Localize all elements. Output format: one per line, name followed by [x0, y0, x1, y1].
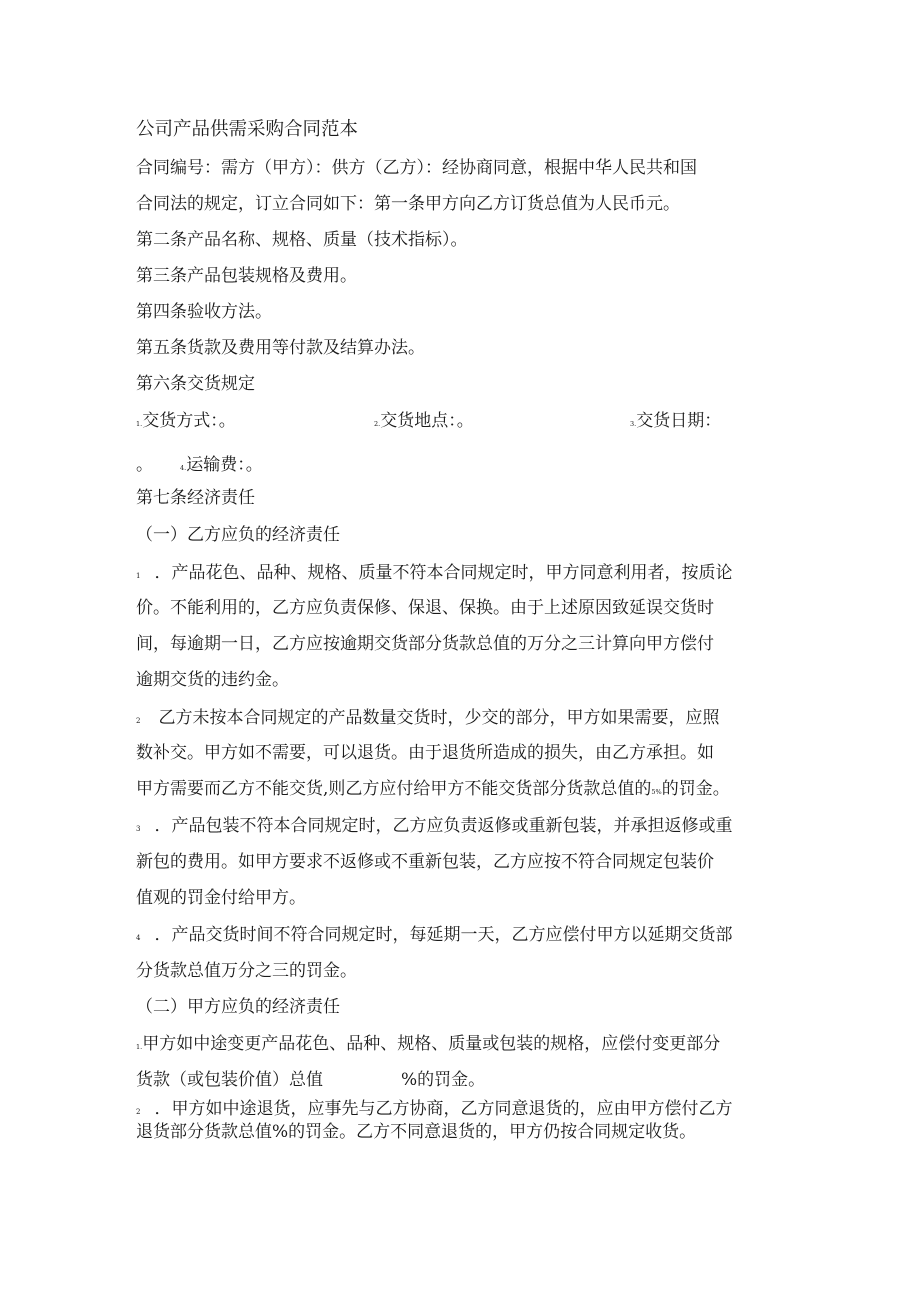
- clause-b1-line1: [136, 563, 732, 586]
- delivery-num-1: 1.: [136, 420, 143, 428]
- clause-b3-line3: 值观的罚金付给甲方。: [136, 888, 306, 908]
- clause-c2-number: 2: [136, 1108, 141, 1116]
- clause-c1-number: 1.: [136, 1043, 143, 1051]
- clause-b3-line2: 新包的费用。如甲方要求不返修或不重新包装，乙方应按不符合同规定包装价: [136, 852, 714, 872]
- clause-b2-line3-text: 甲方需要而乙方不能交货,则乙方应付给甲方不能交货部分货款总值的: [136, 779, 652, 799]
- article-4: 第四条验收方法。: [136, 302, 272, 322]
- section-seller-heading: （一）乙方应负的经济责任: [136, 525, 340, 545]
- clause-b3-line1: [136, 816, 732, 839]
- article-6: 第六条交货规定: [136, 374, 255, 394]
- clause-c2-line2: 退货部分货款总值%的罚金。乙方不同意退货的，甲方仍按合同规定收货。: [136, 1122, 697, 1142]
- clause-b4-text: ．产品交货时间不符合同规定时，每延期一天，乙方应偿付甲方以延期交货部: [154, 925, 733, 945]
- clause-c1-text: 甲方如中途变更产品花色、品种、规格、质量或包装的规格，应偿付变更部分: [142, 1034, 721, 1054]
- article-7: 第七条经济责任: [136, 488, 255, 508]
- clause-b2-line1: [136, 708, 719, 731]
- delivery-item-2: [374, 411, 474, 434]
- clause-b3-text: ．产品包装不符本合同规定时，乙方应负责返修或重新包装，并承担返修或重: [154, 816, 733, 836]
- delivery-item-3: [630, 411, 721, 434]
- clause-c2-line1: [136, 1099, 732, 1122]
- clause-c1-line1: [136, 1034, 720, 1057]
- document-title: 公司产品供需采购合同范本: [136, 119, 359, 140]
- delivery-label-3: 交货日期：: [636, 411, 722, 431]
- section-buyer-heading: （二）甲方应负的经济责任: [136, 997, 340, 1017]
- clause-b2-percent: 5%: [651, 788, 662, 796]
- clause-c1-line2-text: 货款（或包装价值）总值: [136, 1070, 323, 1090]
- clause-b2-text: 乙方未按本合同规定的产品数量交货时，少交的部分，甲方如果需要，应照: [158, 708, 720, 728]
- clause-b4-number: 4: [136, 934, 141, 942]
- delivery-item-1: [136, 411, 236, 434]
- clause-b2-number: 2: [136, 717, 141, 725]
- delivery-label-2: 交货地点：。: [380, 411, 474, 431]
- article-5: 第五条货款及费用等付款及结算办法。: [136, 338, 425, 358]
- clause-b1-text: ．产品花色、品种、规格、质量不符本合同规定时，甲方同意利用者，按质论: [154, 563, 733, 583]
- clause-b3-number: 3: [136, 825, 141, 833]
- delivery-num-3: 3.: [630, 420, 637, 428]
- clause-b4-line1: [136, 925, 732, 948]
- clause-b1-number: 1: [136, 572, 141, 580]
- clause-b1-line4: 逾期交货的违约金。: [136, 670, 289, 690]
- article-2: 第二条产品名称、规格、质量（技术指标）。: [136, 230, 468, 250]
- clause-c2-text: ．甲方如中途退货，应事先与乙方协商，乙方同意退货的，应由甲方偿付乙方: [154, 1099, 733, 1119]
- clause-b1-line2: 价。不能利用的，乙方应负责保修、保退、保换。由于上述原因致延误交货时: [136, 598, 714, 618]
- clause-c1-line2: [136, 1070, 485, 1090]
- clause-b2-line3: [136, 779, 730, 802]
- para1-line2: 合同法的规定，订立合同如下：第一条甲方向乙方订货总值为人民币元。: [136, 194, 680, 214]
- delivery-item-4: [180, 455, 263, 478]
- delivery-num-4: 4.: [180, 464, 187, 472]
- delivery-label-4: 运输费：。: [186, 455, 263, 475]
- delivery-continuation: 。: [136, 455, 153, 475]
- delivery-label-1: 交货方式：。: [142, 411, 236, 431]
- clause-c1-line2-end: %的罚金。: [401, 1070, 486, 1090]
- article-3: 第三条产品包装规格及费用。: [136, 266, 357, 286]
- delivery-num-2: 2.: [374, 420, 381, 428]
- clause-b1-line3: 间，每逾期一日，乙方应按逾期交货部分货款总值的万分之三计算向甲方偿付: [136, 634, 714, 654]
- para1-line1: 合同编号：需方（甲方）：供方（乙方）：经协商同意，根据中华人民共和国: [136, 158, 697, 178]
- clause-b2-line3-end: 的罚金。: [661, 779, 730, 799]
- clause-b4-line2: 分货款总值万分之三的罚金。: [136, 961, 357, 981]
- clause-b2-line2: 数补交。甲方如不需要，可以退货。由于退货所造成的损失，由乙方承担。如: [136, 743, 714, 763]
